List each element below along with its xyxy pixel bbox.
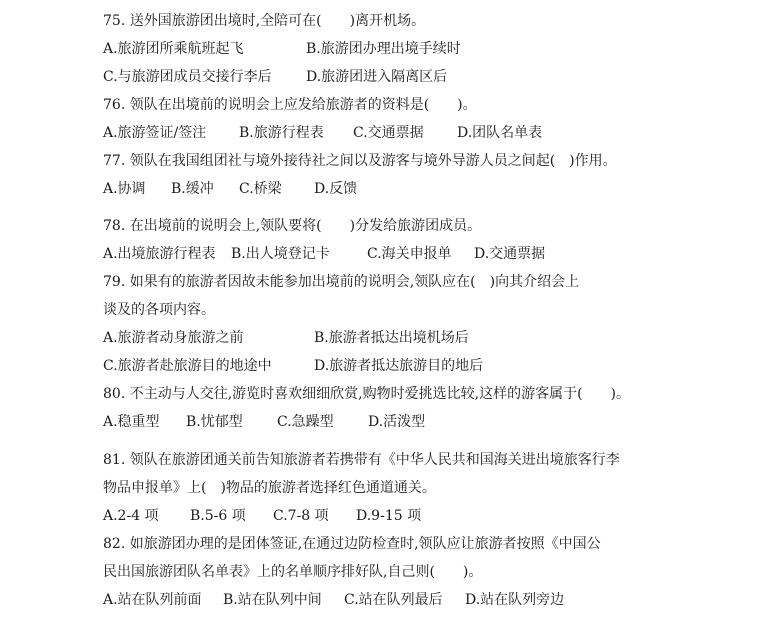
option-a: A.稳重型 (103, 414, 160, 430)
option-d: D.旅游者抵达旅游目的地后 (314, 358, 484, 374)
option-c: C.急躁型 (277, 414, 334, 430)
option-c: C.桥梁 (239, 181, 282, 197)
option-b: B.出人境登记卡 (231, 246, 330, 262)
option-a: A.协调 (103, 181, 146, 197)
option-b: B.忧郁型 (186, 414, 243, 430)
option-c: C.交通票据 (353, 125, 424, 141)
option-c: C.海关申报单 (367, 246, 452, 262)
option-a: A.旅游者动身旅游之前 (103, 330, 244, 346)
option-d: D.活泼型 (368, 414, 426, 430)
option-a: A.旅游团所乘航班起飞 (103, 41, 244, 57)
option-b: B.旅游者抵达出境机场后 (314, 330, 469, 346)
option-a: A.出境旅游行程表 (103, 246, 216, 262)
question-82-stem-line-1: 82. 如旅游团办理的是团体签证,在通过边防检查时,领队应让旅游者按照《中国公 (103, 536, 601, 552)
question-78-stem: 78. 在出境前的说明会上,领队要将( )分发给旅游团成员。 (103, 218, 482, 234)
option-d: D.9-15 项 (356, 508, 422, 524)
option-a: A.旅游签证/签注 (103, 125, 207, 141)
option-c: C.站在队列最后 (344, 592, 443, 608)
question-79-stem-line-2: 谈及的各项内容。 (103, 302, 215, 318)
option-d: D.交通票据 (474, 246, 546, 262)
question-75-stem: 75. 送外国旅游团出境时,全陪可在( )离开机场。 (103, 13, 426, 29)
option-b: B.5-6 项 (190, 508, 246, 524)
option-d: D.旅游团进入隔离区后 (306, 69, 448, 85)
question-80-stem: 80. 不主动与人交往,游览时喜欢细细欣赏,购物时爱挑选比较,这样的游客属于( )。 (103, 386, 630, 402)
question-79-stem-line-1: 79. 如果有的旅游者因故未能参加出境前的说明会,领队应在( )向其介绍会上 (103, 274, 580, 290)
option-b: B.旅游团办理出境手续时 (306, 41, 461, 57)
option-d: D.反馈 (314, 181, 358, 197)
option-b: B.缓冲 (171, 181, 214, 197)
option-d: D.团队名单表 (457, 125, 543, 141)
option-a: A.站在队列前面 (103, 592, 202, 608)
option-c: C.与旅游团成员交接行李后 (103, 69, 272, 85)
question-81-stem-line-1: 81. 领队在旅游团通关前告知旅游者若携带有《中华人民共和国海关进出境旅客行李 (103, 452, 620, 468)
option-d: D.站在队列旁边 (465, 592, 565, 608)
question-77-stem: 77. 领队在我国组团社与境外接待社之间以及游客与境外导游人员之间起( )作用。 (103, 153, 617, 169)
option-b: B.旅游行程表 (239, 125, 324, 141)
option-c: C.7-8 项 (273, 508, 329, 524)
option-c: C.旅游者赴旅游目的地途中 (103, 358, 272, 374)
question-82-stem-line-2: 民出国旅游团队名单表》上的名单顺序排好队,自己则( )。 (103, 564, 483, 580)
option-b: B.站在队列中间 (223, 592, 322, 608)
question-81-stem-line-2: 物品申报单》上( )物品的旅游者选择红色通道通关。 (103, 480, 436, 496)
option-a: A.2-4 项 (103, 508, 159, 524)
question-76-stem: 76. 领队在出境前的说明会上应发给旅游者的资料是( )。 (103, 97, 477, 113)
